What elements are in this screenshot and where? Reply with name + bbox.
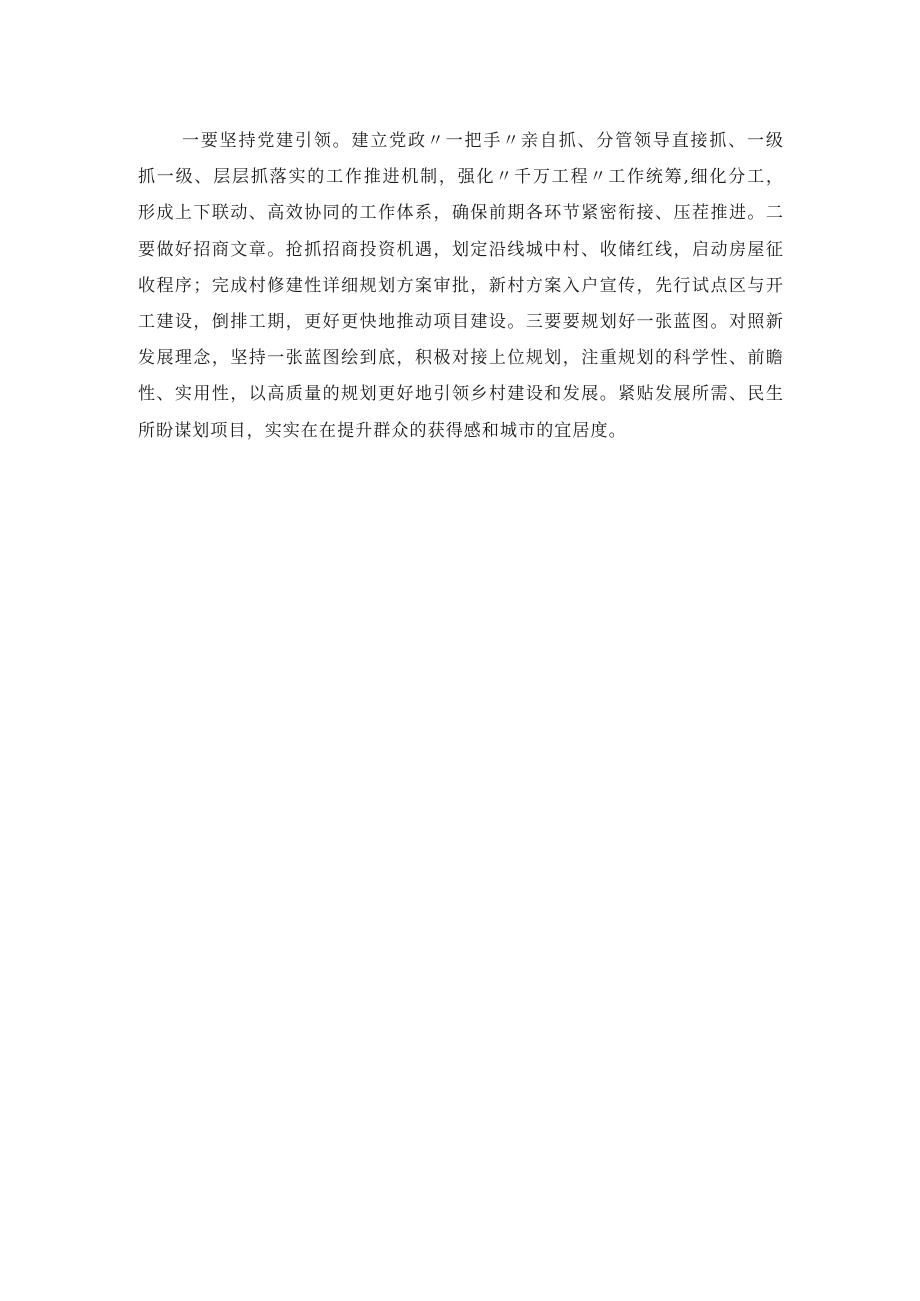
paragraph-line-8: 性、实用性，以高质量的规划更好地引领乡村建设和发展。紧贴发展所需、民生 (138, 384, 784, 405)
paragraph-line-2: 抓一级、层层抓落实的工作推进机制，强化〃千万工程〃工作统筹,细化分工， (138, 167, 784, 188)
body-paragraph (138, 123, 784, 449)
paragraph-line-4: 要做好招商文章。抢抓招商投资机遇，划定沿线城中村、收储红线，启动房屋征 (138, 239, 784, 260)
paragraph-line-7: 发展理念，坚持一张蓝图绘到底，积极对接上位规划，注重规划的科学性、前瞻 (138, 348, 784, 369)
paragraph-line-1: 一要坚持党建引领。建立党政〃一把手〃亲自抓、分管领导直接抓、一级 (182, 131, 784, 151)
paragraph-line-6: 工建设，倒排工期，更好更快地推动项目建设。三要要规划好一张蓝图。对照新 (138, 311, 784, 332)
paragraph-line-5: 收程序；完成村修建性详细规划方案审批，新村方案入户宣传，先行试点区与开 (138, 275, 784, 296)
paragraph-line-3: 形成上下联动、高效协同的工作体系，确保前期各环节紧密衔接、压茬推进。二 (138, 203, 784, 224)
paragraph-line-9: 所盼谋划项目，实实在在提升群众的获得感和城市的宜居度。 (138, 420, 627, 441)
